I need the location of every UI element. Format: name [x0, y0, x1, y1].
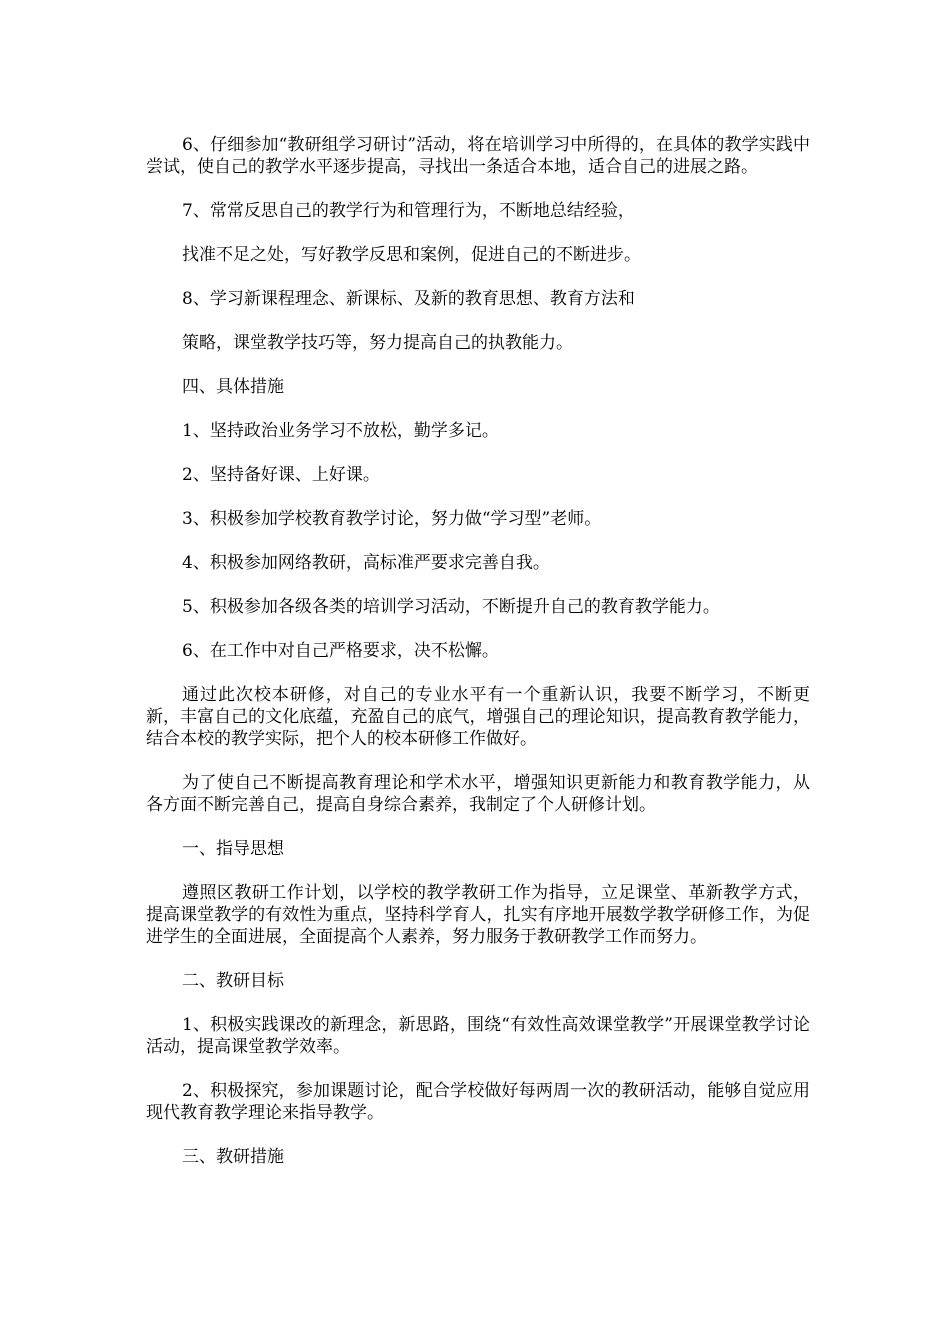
measure-item-6: 6、在工作中对自己严格要求，决不松懈。 [182, 641, 499, 661]
section-heading-research-goals: 二、教研目标 [182, 971, 284, 991]
section-heading-research-measures: 三、教研措施 [182, 1147, 284, 1167]
paragraph-item-8-study: 8、学习新课程理念、新课标、及新的教育思想、教育方法和 [182, 289, 635, 309]
document-body [146, 134, 810, 1190]
measure-item-3: 3、积极参加学校教育教学讨论，努力做“学习型”老师。 [182, 509, 602, 529]
intro-paragraph: 为了使自己不断提高教育理论和学术水平，增强知识更新能力和教育教学能力，从各方面不断完善自己，提高自身综合素养，我制定了个人研修计划。 [146, 773, 810, 815]
measure-item-4: 4、积极参加网络教研，高标准严要求完善自我。 [182, 553, 550, 573]
goal-item-1: 1、积极实践课改的新理念，新思路，围绕“有效性高效课堂教学”开展课堂教学讨论活动，提高课堂教学效率。 [146, 1015, 810, 1057]
measure-item-1: 1、坚持政治业务学习不放松，勤学多记。 [182, 421, 499, 441]
section-heading-measures: 四、具体措施 [182, 377, 284, 397]
summary-paragraph: 通过此次校本研修，对自己的专业水平有一个重新认识，我要不断学习，不断更新，丰富自己的文化底蕴，充盈自己的底气，增强自己的理论知识，提高教育教学能力，结合本校的教学实际，把个人的校本研修工作做好。 [146, 685, 810, 749]
section-heading-guiding-thought: 一、指导思想 [182, 839, 284, 859]
guiding-thought-paragraph: 遵照区教研工作计划，以学校的教学教研工作为指导，立足课堂、革新教学方式，提高课堂教学的有效性为重点，坚持科学育人，扎实有序地开展数学教学研修工作，为促进学生的全面进展，全面提高个人素养，努力服务于教研教学工作而努力。 [146, 883, 810, 947]
measure-item-2: 2、坚持备好课、上好课。 [182, 465, 380, 485]
goal-item-2: 2、积极探究，参加课题讨论，配合学校做好每两周一次的教研活动，能够自觉应用现代教育教学理论来指导教学。 [146, 1081, 810, 1123]
paragraph-item-6-participate: 6、仔细参加“教研组学习研讨”活动，将在培训学习中所得的，在具体的教学实践中尝试，使自己的教学水平逐步提高，寻找出一条适合本地，适合自己的进展之路。 [146, 135, 810, 177]
paragraph-item-7-reflect: 7、常常反思自己的教学行为和管理行为，不断地总结经验， [182, 201, 635, 221]
measure-item-5: 5、积极参加各级各类的培训学习活动，不断提升自己的教育教学能力。 [182, 597, 720, 617]
paragraph-item-7-continued: 找准不足之处，写好教学反思和案例，促进自己的不断进步。 [182, 245, 641, 265]
paragraph-item-8-continued: 策略，课堂教学技巧等，努力提高自己的执教能力。 [182, 333, 573, 353]
